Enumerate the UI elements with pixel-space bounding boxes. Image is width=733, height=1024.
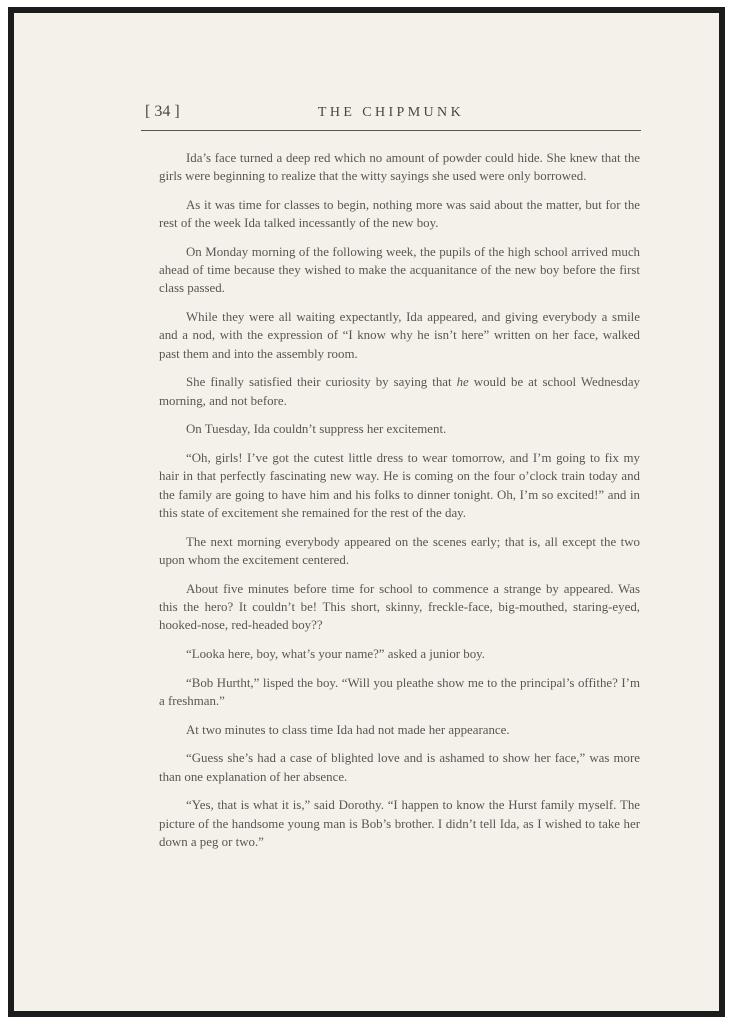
paragraph: The next morning everybody appeared on the scenes early; that is, all except the two upon whom the excitement centered. (159, 534, 640, 567)
paragraph-text: would be at school Wednesday morning, and not before. (159, 375, 640, 408)
paragraph-text: She finally satisfied their curiosity by saying that (186, 375, 457, 390)
emphasized-word: he (456, 375, 469, 390)
page-header (141, 100, 641, 131)
paragraph: “Yes, that is what it is,” said Dorothy. “I happen to know the Hurst family myself. The picture of the handsome young man is Bob’s brother. I didn’t tell Ida, as I wished to take her down a peg or two.” (159, 798, 640, 849)
paragraph: “Oh, girls! I’ve got the cutest little dress to wear tomorrow, and I’m going to fix my hair in that perfectly fascinating new way. He is coming on the four o’clock train today and the family are going to have him and his folks to dinner tonight. Oh, I’m so excited!” and in this state of excitement she remained for the rest of the day. (159, 451, 640, 520)
story-text (159, 149, 640, 862)
running-head-title: THE CHIPMUNK (317, 105, 465, 120)
paragraph: While they were all waiting expectantly, Ida appeared, and giving everybody a smile and a nod, with the expression of “I know why he isn’t here” written on her face, walked past them and into the assembly room. (159, 310, 640, 361)
paragraph: On Monday morning of the following week, the pupils of the high school arrived much ahead of time because they wished to make the acquanitance of the new boy before the first class passed. (159, 245, 640, 296)
paragraph: “Bob Hurtht,” lisped the boy. “Will you pleathe show me to the principal’s offithe? I’m a freshman.” (159, 675, 640, 708)
paragraph (159, 373, 640, 409)
page-number: [ 34 ] (145, 103, 180, 120)
paragraph: Ida’s face turned a deep red which no amount of powder could hide. She knew that the girls were beginning to realize that the witty sayings she used were only borrowed. (159, 151, 640, 184)
paragraph: About five minutes before time for school to commence a strange by appeared. Was this the hero? It couldn’t be! This short, skinny, freckle-face, big-mouthed, staring-eyed, hooked-nose, red-headed boy?? (159, 581, 640, 633)
paragraph: As it was time for classes to begin, nothing more was said about the matter, but for the rest of the week Ida talked incessantly of the new boy. (159, 198, 640, 231)
paragraph: On Tuesday, Ida couldn’t suppress her excitement. (186, 422, 447, 437)
paragraph: At two minutes to class time Ida had not made her appearance. (186, 722, 510, 737)
paragraph: “Guess she’s had a case of blighted love and is ashamed to show her face,” was more than one explanation of her absence. (159, 751, 640, 784)
paragraph: “Looka here, boy, what’s your name?” asked a junior boy. (186, 646, 486, 661)
